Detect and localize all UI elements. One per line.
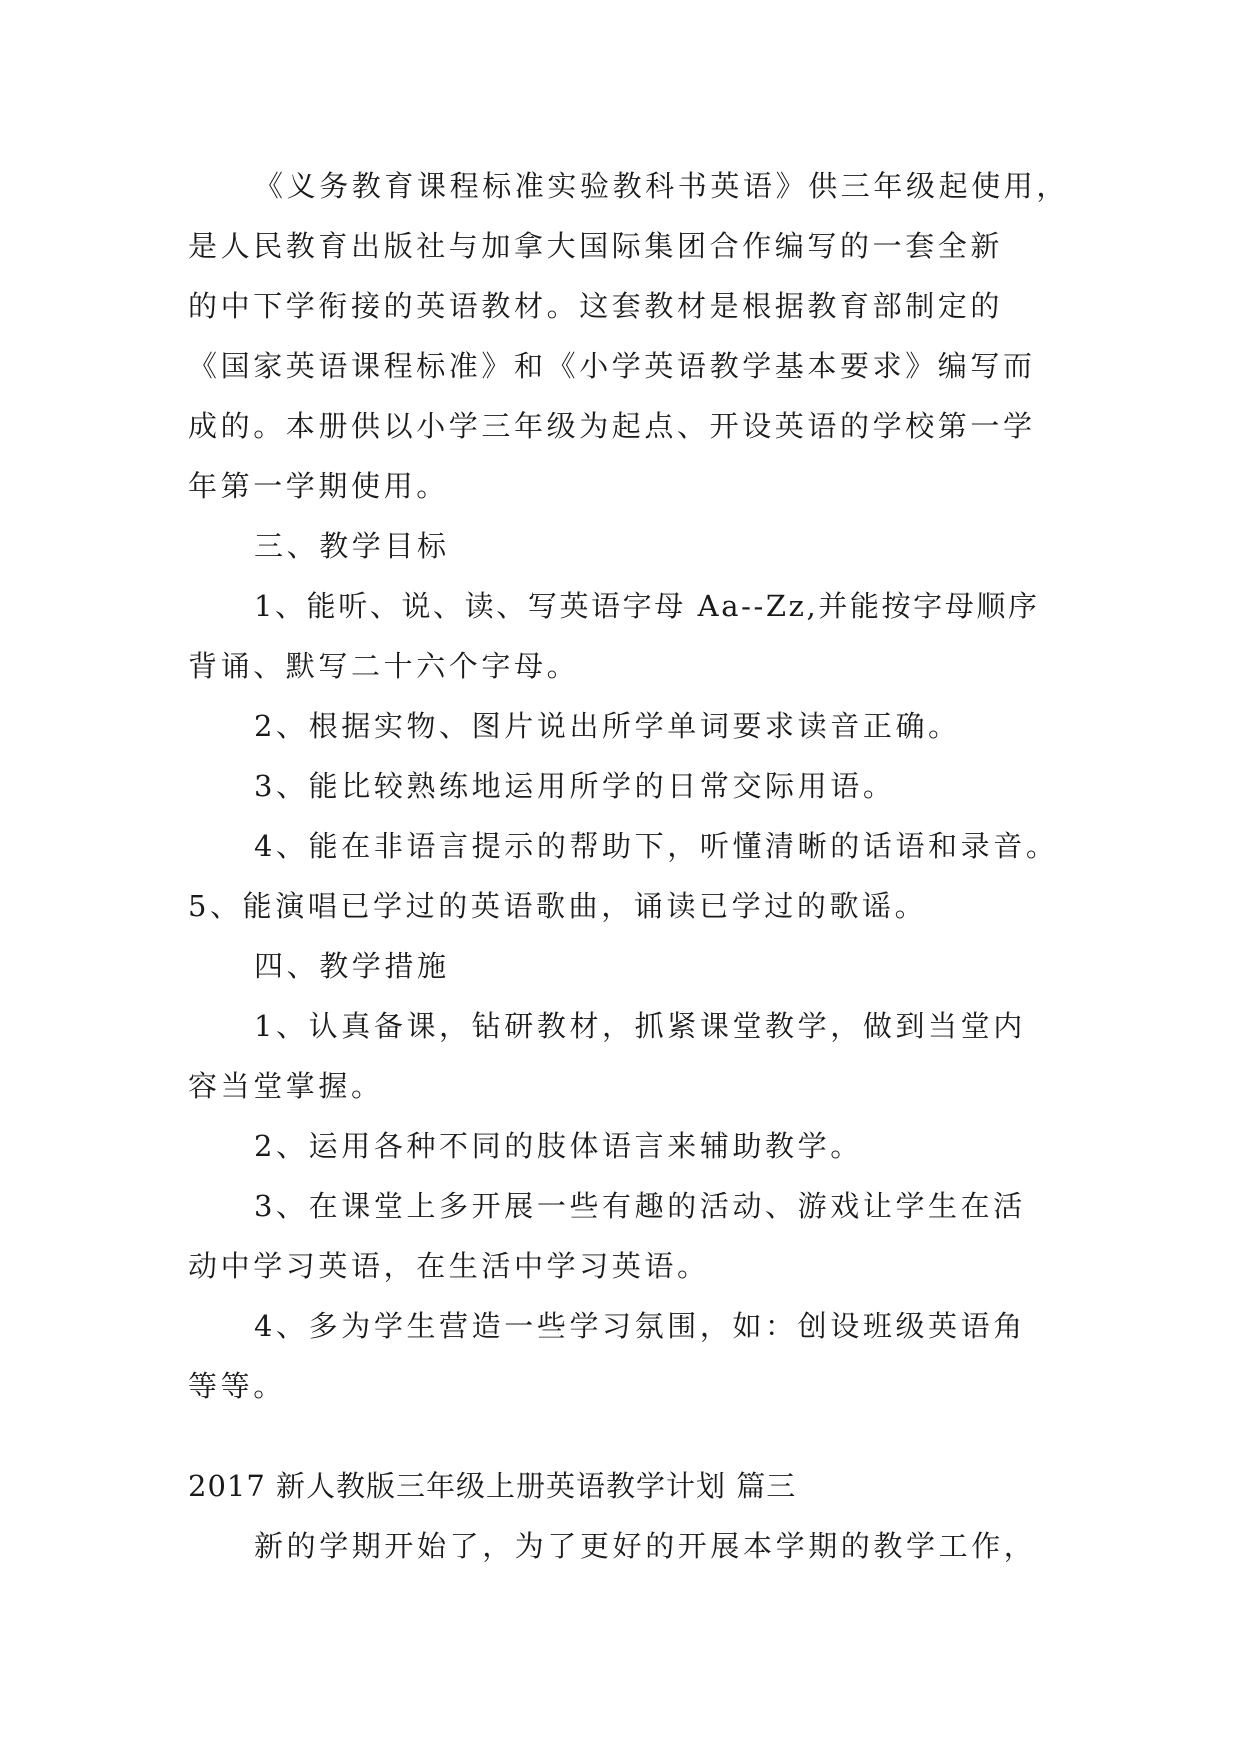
paragraph-line: 年第一学期使用。 [188, 469, 449, 503]
paragraph-line: 《义务教育课程标准实验教科书英语》供三年级起使用， [254, 169, 1070, 203]
list-item: 4、能在非语言提示的帮助下，听懂清晰的话语和录音。 [254, 829, 1059, 863]
list-item-continuation: 动中学习英语，在生活中学习英语。 [188, 1249, 710, 1283]
paragraph-line: 《国家英语课程标准》和《小学英语教学基本要求》编写而 [188, 349, 1036, 383]
paragraph-line: 的中下学衔接的英语教材。这套教材是根据教育部制定的 [188, 289, 1004, 323]
list-item: 4、多为学生营造一些学习氛围，如：创设班级英语角 [254, 1309, 1026, 1343]
list-item: 2、运用各种不同的肢体语言来辅助教学。 [254, 1129, 863, 1163]
list-item: 1、认真备课，钻研教材，抓紧课堂教学，做到当堂内 [254, 1009, 1026, 1043]
list-item-continuation: 容当堂掌握。 [188, 1069, 384, 1103]
section-heading: 四、教学措施 [254, 949, 450, 983]
list-item: 3、能比较熟练地运用所学的日常交际用语。 [254, 769, 896, 803]
list-item-continuation: 等等。 [188, 1369, 286, 1403]
paragraph-line: 是人民教育出版社与加拿大国际集团合作编写的一套全新 [188, 229, 1004, 263]
list-item: 2、根据实物、图片说出所学单词要求读音正确。 [254, 709, 961, 743]
list-item: 1、能听、说、读、写英语字母 Aa--Zz,并能按字母顺序 [254, 589, 1040, 623]
paragraph-line: 成的。本册供以小学三年级为起点、开设英语的学校第一学 [188, 409, 1036, 443]
section-heading: 三、教学目标 [254, 529, 450, 563]
list-item: 3、在课堂上多开展一些有趣的活动、游戏让学生在活 [254, 1189, 1026, 1223]
list-item: 5、能演唱已学过的英语歌曲，诵读已学过的歌谣。 [188, 889, 928, 923]
list-item-continuation: 背诵、默写二十六个字母。 [188, 649, 580, 683]
article-title: 2017 新人教版三年级上册英语教学计划 篇三 [188, 1469, 797, 1503]
paragraph-line: 新的学期开始了，为了更好的开展本学期的教学工作， [254, 1529, 1037, 1563]
